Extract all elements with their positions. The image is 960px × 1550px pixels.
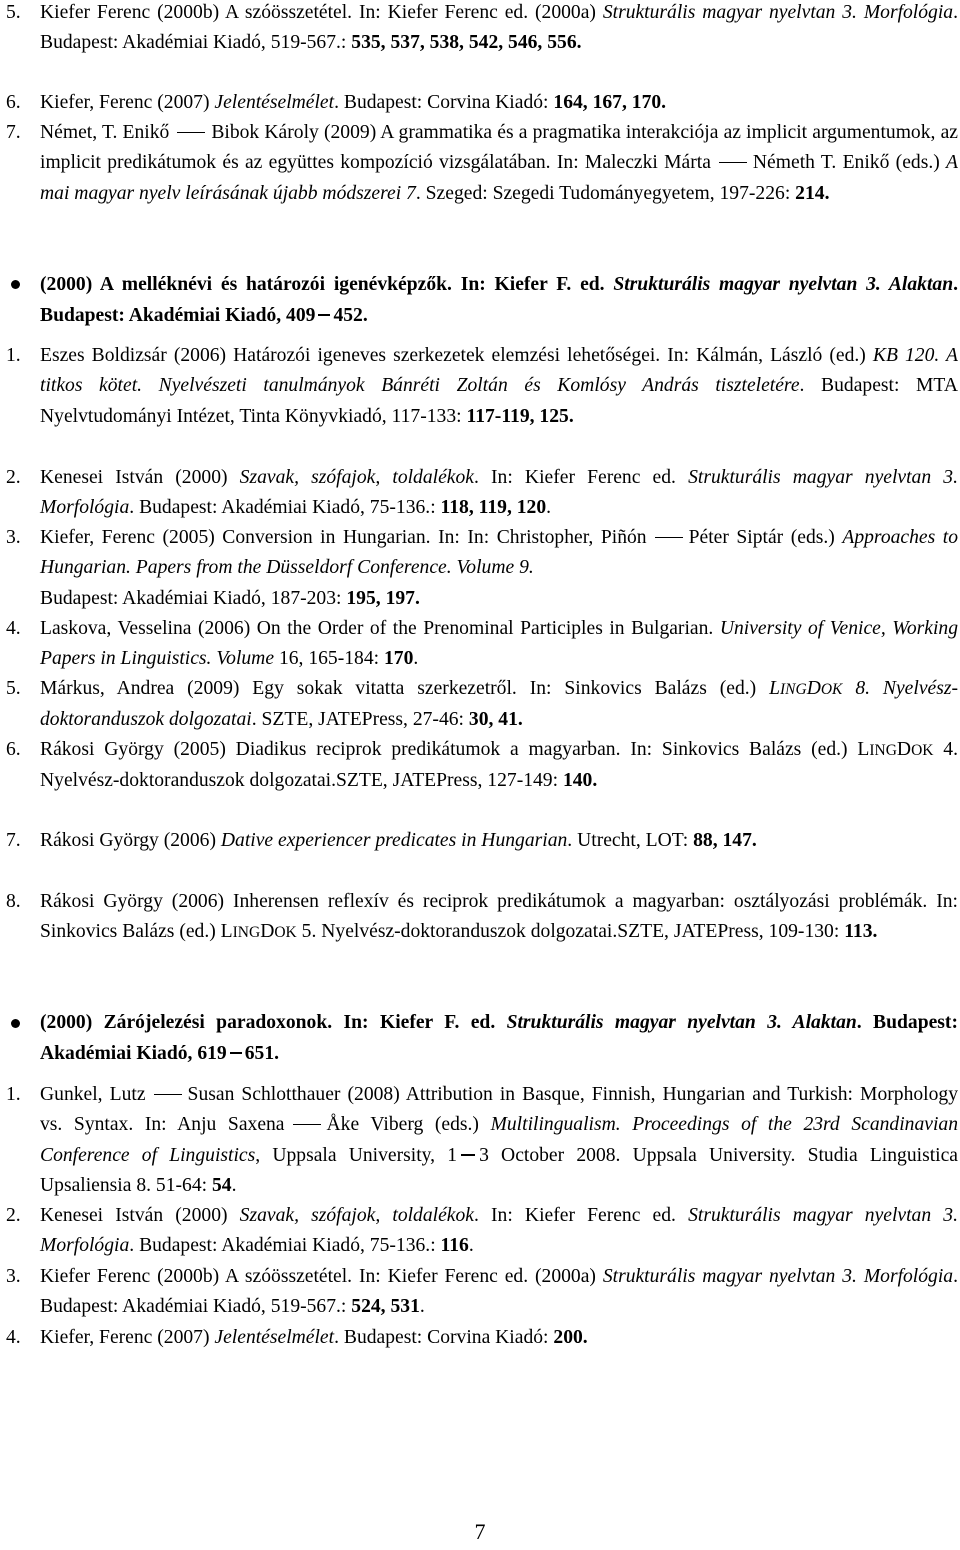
ref-text: 16, 165-184: [274,648,384,670]
ref-number: 5. [6,2,21,23]
ref-text: Rákosi György (2006) Inherensen reflexív és reciprok predikátumok a magyarban: osztályozási problémák. In: Sinkovics Balázs (ed.) L [40,891,958,943]
series-smallcaps: ING [869,742,897,759]
bullet-icon [11,280,20,289]
ref-source: Strukturális magyar nyelvtan 3. Morfológia [40,467,958,519]
series-smallcaps: ING [232,924,261,942]
series-smallcaps: ING [780,681,807,698]
dash [154,1094,182,1095]
ref-pages: 524, 531 [351,1296,420,1318]
ref-pages: 54 [211,1174,232,1196]
series-smallcaps: OK [820,681,843,698]
ref-source: Szavak, szófajok, toldalékok [239,467,474,488]
reference-entry [40,463,958,524]
ref-source: Jelentéselmélet [214,92,335,113]
ref-text: Péter Siptár (eds.) [688,527,843,548]
dash [230,1052,242,1053]
reference-entry [40,614,958,675]
ref-text: . Utrecht, LOT: [567,830,694,851]
ref-number: 4. [6,618,21,639]
reference-entry [40,1323,958,1353]
ref-number: 1. [6,1084,21,1105]
ref-number: 6. [6,92,21,113]
heading-text: 651. [244,1042,280,1064]
ref-text: . Budapest: Akadémiai Kiadó, 519-567.: [40,1266,958,1318]
heading-source: Strukturális magyar nyelvtan 3. Alaktan [613,274,954,295]
ref-text: . Budapest: MTA Nyelvtudományi Intézet, Tinta Könyvkiadó, 117-133: [40,375,958,427]
dash [719,162,747,163]
ref-text: . Budapest: Corvina Kiadó: [334,1327,554,1348]
reference-entry [40,341,958,432]
ref-pages: 117-119, 125. [466,405,574,427]
ref-number: 4. [6,1327,21,1348]
ref-number: 7. [6,122,21,143]
ref-text: Åke Viberg (eds.) [326,1114,491,1136]
ref-text: 4. Nyelvész-doktoranduszok dolgozatai.SZTE, JATEPress, 127-149: [40,739,958,792]
ref-text: Német, T. Enikő [40,122,170,143]
reference-entry [40,1080,958,1201]
ref-text: Rákosi György (2006) [40,830,221,851]
series-smallcaps: OK [911,742,934,759]
series-initial: D [896,739,912,760]
ref-text: . Budapest: Akadémiai Kiadó, 75-136.: [129,497,441,519]
ref-text: . Szeged: Szegedi Tudományegyetem, 197-226: [415,182,796,204]
series-title: 8. Nyelvész-doktoranduszok dolgozatai [40,678,958,731]
ref-source: Strukturális magyar nyelvtan 3. Morfológia [40,1205,958,1257]
ref-text: Németh T. Enikő (eds.) [752,152,947,174]
ref-source: Strukturális magyar nyelvtan 3. Morfológia [602,1266,954,1287]
ref-pages: 214. [795,182,830,204]
ref-source: Jelentéselmélet [214,1327,335,1348]
series-initial: D [806,678,821,699]
ref-pages: 164, 167, 170. [553,92,667,113]
reference-entry [40,674,958,736]
ref-pages: 195, 197. [346,587,420,609]
ref-number: 8. [6,891,21,912]
ref-number: 1. [6,345,21,366]
ref-pages: 118, 119, 120 [440,497,547,519]
heading-text: (2000) Zárójelezési paradoxonok. In: Kiefer F. ed. [40,1012,507,1033]
ref-number: 6. [6,739,21,760]
heading-text: . Budapest: Akadémiai Kiadó, 409 [40,274,958,326]
ref-pages: 200. [553,1327,588,1348]
ref-pages: 535, 537, 538, 542, 546, 556. [351,32,582,54]
ref-text: Eszes Boldizsár (2006) Határozói igeneves szerkezetek elemzési lehetőségei. In: Kálmán, László (ed.) [40,345,873,366]
ref-number: 3. [6,1266,21,1287]
ref-text: . SZTE, JATEPress, 27-46: [251,709,469,731]
ref-text: Kenesei István (2000) [40,1205,240,1226]
dash [177,132,205,133]
heading-text: (2000) A melléknévi és határozói igenévképzők. In: Kiefer F. ed. [40,274,614,295]
heading-text: . Budapest: Akadémiai Kiadó, 619 [40,1012,958,1064]
ref-text: . Budapest: Corvina Kiadó: [334,92,554,113]
page-number: 7 [474,1519,486,1544]
ref-pages: 113. [844,921,878,943]
ref-text: Kiefer, Ferenc (2005) Conversion in Hungarian. In: In: Christopher, Piñón [40,527,647,548]
ref-number: 2. [6,1205,21,1226]
section-heading [40,270,958,331]
ref-text: Budapest: Akadémiai Kiadó, 187-203: [40,587,347,609]
ref-text: . [231,1174,237,1196]
heading-text: 452. [333,304,368,326]
ref-text: 3 October 2008. Uppsala University. Studia Linguistica Upsaliensia 8. 51-64: [40,1144,958,1196]
ref-text: Kenesei István (2000) [40,467,240,488]
ref-text: . Budapest: Akadémiai Kiadó, 519-567.: [40,2,958,54]
ref-text: . [419,1296,425,1318]
ref-pages: 116 [440,1235,469,1257]
dash [318,314,330,315]
ref-source: KB 120. A titkos kötet. Nyelvészeti tanulmányok Bánréti Zoltán és Komlósy András tiszteletére [40,345,958,397]
ref-number: 7. [6,830,21,851]
dash [461,1154,475,1155]
ref-text: Bibok Károly (2009) A grammatika és a pragmatika interakciója az implicit argumentumok, az implicit predikátumok és az együttes kompozíció vizsgálatában. In: Maleczki Márta [40,122,958,174]
ref-number: 3. [6,527,21,548]
reference-entry [40,735,958,797]
ref-text: Rákosi György (2005) Diadikus reciprok predikátumok a magyarban. In: Sinkovics Balázs (ed.) L [40,739,870,760]
reference-entry [40,523,958,614]
ref-number: 5. [6,678,21,699]
ref-text: . Budapest: Akadémiai Kiadó, 75-136.: [129,1235,441,1257]
ref-text: . [468,1235,474,1257]
section-heading [40,1008,958,1069]
ref-text: Kiefer Ferenc (2000b) A szóösszetétel. In: Kiefer Ferenc ed. (2000a) [40,2,603,23]
ref-source: Szavak, szófajok, toldalékok [239,1205,474,1226]
ref-text: . In: Kiefer Ferenc ed. [473,1205,689,1226]
ref-text: 5. Nyelvész-doktoranduszok dolgozatai.SZTE, JATEPress, 109-130: [296,921,845,943]
ref-number: 2. [6,467,21,488]
ref-source: University of Venice, Working Papers in Linguistics. Volume [40,618,958,670]
dash [655,537,683,538]
series-smallcaps: OK [274,924,297,942]
ref-text: . [546,497,552,519]
ref-text: . [413,648,419,670]
ref-text: Kiefer, Ferenc (2007) [40,1327,215,1348]
dash [293,1124,321,1125]
ref-source: Dative experiencer predicates in Hungarian [220,830,568,851]
series-initial: D [260,921,275,943]
ref-pages: 30, 41. [468,709,523,731]
reference-entry [40,118,958,209]
reference-entry [40,1262,958,1323]
reference-entry [40,887,958,949]
ref-source: Multilingualism. Proceedings of the 23rd Scandinavian Conference of Linguistics [40,1114,958,1166]
ref-source: A mai magyar nyelv leírásának újabb módszerei 7 [40,152,958,204]
series-initial: L [769,678,780,699]
ref-text: Kiefer, Ferenc (2007) [40,92,215,113]
ref-text: Kiefer Ferenc (2000b) A szóösszetétel. In: Kiefer Ferenc ed. (2000a) [40,1266,603,1287]
ref-text: Márkus, Andrea (2009) Egy sokak vitatta szerkezetről. In: Sinkovics Balázs (ed.) [40,678,770,699]
ref-text: Laskova, Vesselina (2006) On the Order of the Prenominal Participles in Bulgarian. [40,618,720,639]
bullet-icon [11,1019,20,1028]
heading-source: Strukturális magyar nyelvtan 3. Alaktan [506,1012,857,1033]
reference-entry [40,0,958,59]
ref-pages: 140. [562,770,598,792]
ref-source: Approaches to Hungarian. Papers from the Düsseldorf Conference. Volume 9. [40,527,959,579]
reference-entry [40,88,958,118]
ref-text: . In: Kiefer Ferenc ed. [473,467,689,488]
reference-entry [40,826,958,856]
ref-source: Strukturális magyar nyelvtan 3. Morfológia [602,2,954,23]
ref-text: Gunkel, Lutz [40,1084,146,1105]
ref-text: , Uppsala University, 1 [255,1144,458,1166]
ref-text: Susan Schlotthauer (2008) Attribution in Basque, Finnish, Hungarian and Turkish: Morphology vs. Syntax. In: Anju Saxena [40,1084,958,1136]
ref-pages: 88, 147. [693,830,757,851]
ref-pages: 170 [383,648,414,670]
reference-entry [40,1201,958,1262]
